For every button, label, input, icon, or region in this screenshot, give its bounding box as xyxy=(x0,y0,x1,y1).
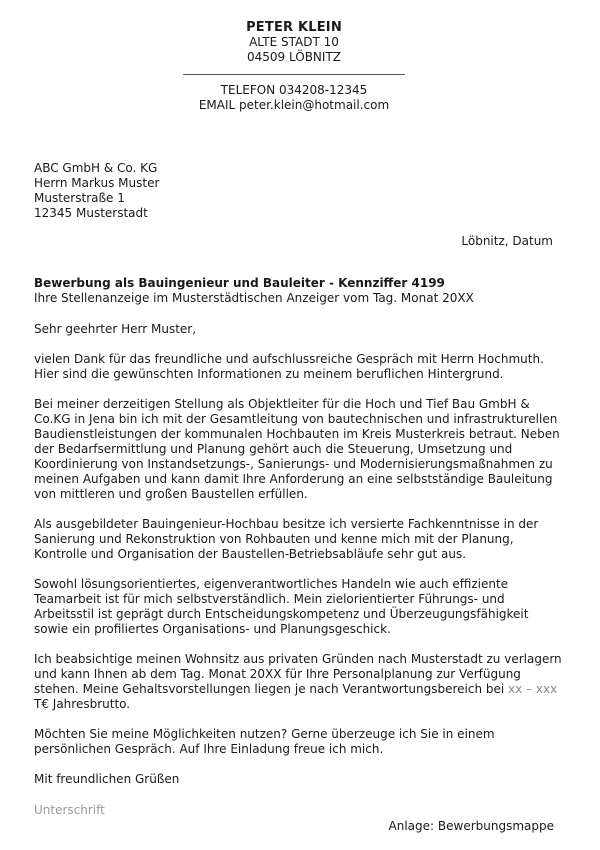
closing: Mit freundlichen Grüßen xyxy=(34,772,180,786)
recipient-city: 12345 Musterstadt xyxy=(34,206,148,220)
letter-body xyxy=(34,322,564,787)
sender-header xyxy=(0,20,588,113)
sender-city: 04509 LÖBNITZ xyxy=(247,50,341,64)
sender-street: ALTE STADT 10 xyxy=(249,35,339,49)
salary-text-after: T€ Jahresbrutto. xyxy=(34,697,131,711)
body-paragraph: Bei meiner derzeitigen Stellung als Objektleiter für die Hoch und Tief Bau GmbH & Co.KG in Jena bin ich mit der Gesamtleitung von bautechnischen und infrastrukturellen Baudienstleistungen der kommunalen Hochbauten im Kreis Musterkreis betraut. Neben der Bedarfsermittlung und Planung gehört auch die Steuerung, Umsetzung und Koordinierung von Instandsetzungs-, Sanierungs- und Modernisierungsmaßnahmen zu meinen Aufgaben und kann damit Ihre Anforderung an eine selbstständige Bauleitung von mittleren und großen Baustellen erfüllen. xyxy=(34,397,560,501)
place-date: Löbnitz, Datum xyxy=(461,234,553,248)
final-paragraph: Möchten Sie meine Möglichkeiten nutzen? Gerne überzeuge ich Sie in einem persönlichen Gespräch. Auf Ihre Einladung freue ich mich. xyxy=(34,727,495,756)
salutation: Sehr geehrter Herr Muster, xyxy=(34,322,197,336)
salary-text-before: Ich beabsichtige meinen Wohnsitz aus privaten Gründen nach Musterstadt zu verlagern und kann Ihnen ab dem Tag. Monat 20XX für Ihre Personalplanung zur Verfügung stehen. Meine Gehaltsvorstellungen liegen je nach Verantwortungsbereich bei xyxy=(34,652,562,696)
recipient-address xyxy=(34,161,159,221)
attachment-note: Anlage: Bewerbungsmappe xyxy=(388,819,554,833)
subject-title: Bewerbung als Bauingenieur und Bauleiter - Kennziffer 4199 xyxy=(34,276,445,290)
salary-paragraph xyxy=(34,652,564,712)
sender-name: PETER KLEIN xyxy=(246,20,342,35)
signature-placeholder: Unterschrift xyxy=(34,803,105,817)
sender-phone: TELEFON 034208-12345 xyxy=(220,83,368,97)
subject-block xyxy=(34,276,564,306)
recipient-contact: Herrn Markus Muster xyxy=(34,176,160,190)
subject-reference: Ihre Stellenanzeige im Musterstädtischen Anzeiger vom Tag. Monat 20XX xyxy=(34,291,474,305)
recipient-company: ABC GmbH & Co. KG xyxy=(34,161,158,175)
body-paragraph: vielen Dank für das freundliche und aufschlussreiche Gespräch mit Herrn Hochmuth. Hier sind die gewünschten Informationen zu meinem beruflichen Hintergrund. xyxy=(34,352,544,381)
sender-email: EMAIL peter.klein@hotmail.com xyxy=(198,98,390,112)
recipient-street: Musterstraße 1 xyxy=(34,191,125,205)
body-paragraph: Als ausgebildeter Bauingenieur-Hochbau besitze ich versierte Fachkenntnisse in der Sanierung und Rekonstruktion von Rohbauten und kenne mich mit der Planung, Kontrolle und Organisation der Baustellen-Betriebsabläufe sehr gut aus. xyxy=(34,517,539,561)
header-divider xyxy=(183,74,405,75)
salary-range: xx – xxx xyxy=(508,682,558,696)
body-paragraph: Sowohl lösungsorientiertes, eigenverantwortliches Handeln wie auch effiziente Teamarbeit ist für mich selbstverständlich. Mein zielorientierter Führungs- und Arbeitsstil ist geprägt durch Entscheidungskompetenz und Überzeugungsfähigkeit sowie ein profiliertes Organisations- und Planungsgeschick. xyxy=(34,577,529,636)
